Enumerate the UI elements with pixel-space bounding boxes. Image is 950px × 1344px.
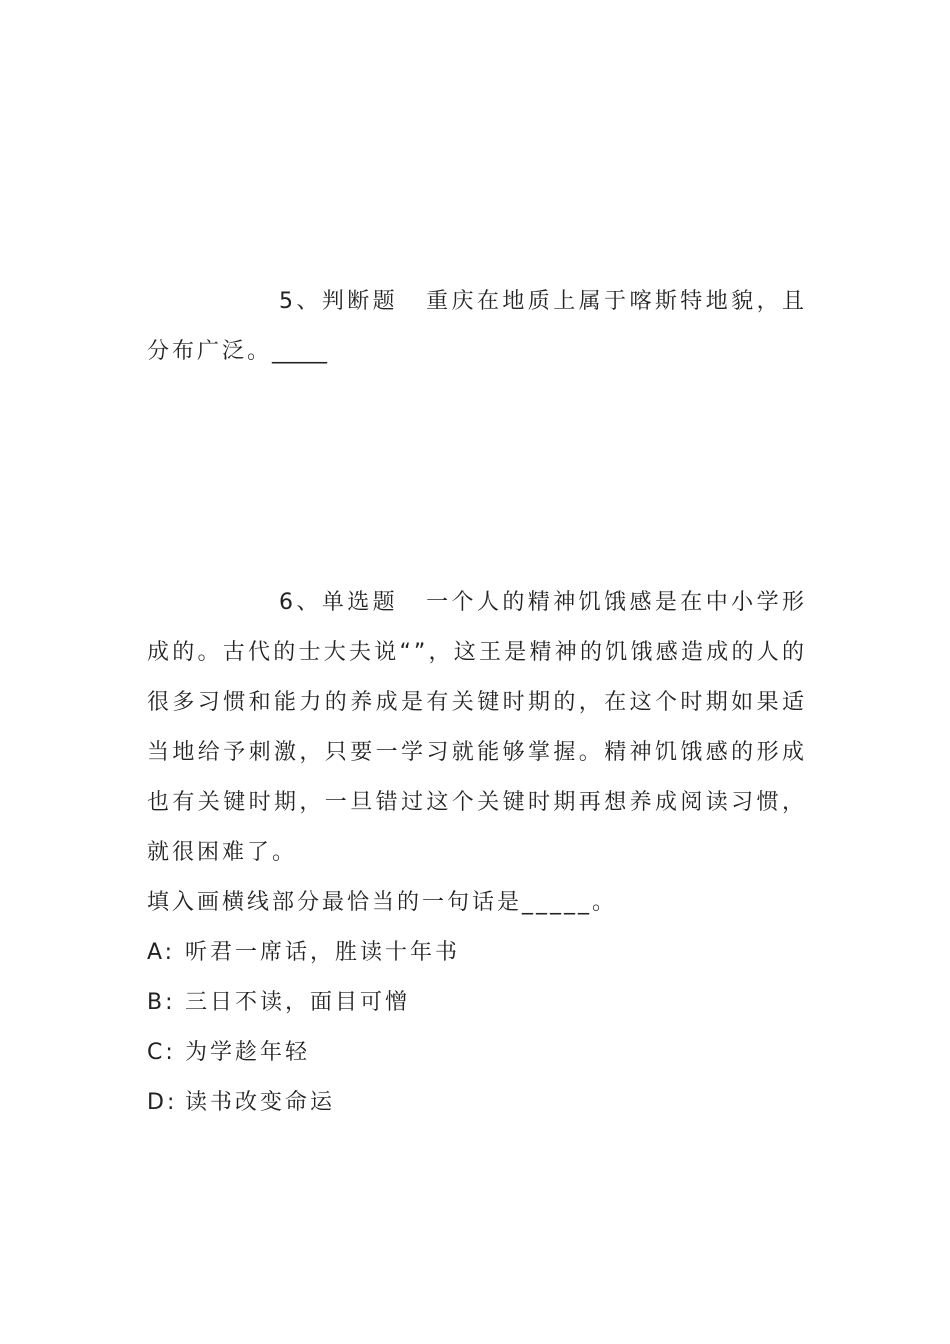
option-letter: D:	[147, 1090, 178, 1115]
option-letter: B:	[147, 990, 176, 1015]
answer-options	[147, 928, 807, 1128]
option-text: 为学趁年轻	[185, 1040, 311, 1065]
question-5	[147, 277, 807, 377]
question-number: 5、	[279, 289, 322, 314]
option-d	[147, 1078, 807, 1128]
option-text: 三日不读，面目可憎	[185, 990, 411, 1015]
option-text: 读书改变命运	[185, 1090, 336, 1115]
question-stem: 一个人的精神饥饿感是在中小学形成的。古代的士大夫说“”，这王是精神的饥饿感造成的人的很多习惯和能力的养成是有关键时期的，在这个时期如果适当地给予刺激，只要一学习就能够掌握。精神饥饿感的形成也有关键时期，一旦错过这个关键时期再想养成阅读习惯，就很困难了。	[147, 590, 807, 865]
option-letter: A:	[147, 940, 176, 965]
option-c	[147, 1028, 807, 1078]
question-type: 判断题	[321, 289, 399, 314]
question-6	[147, 578, 807, 1128]
option-text: 听君一席话，胜读十年书	[185, 940, 461, 965]
question-type: 单选题	[321, 590, 399, 615]
question-6-stem-paragraph	[147, 578, 807, 878]
option-b	[147, 978, 807, 1028]
option-letter: C:	[147, 1040, 176, 1065]
question-number: 6、	[279, 590, 322, 615]
question-stem: 重庆在地质上属于喀斯特地貌，且分布广泛。	[147, 289, 807, 364]
question-5-stem-paragraph	[147, 277, 807, 377]
answer-blank: _____	[272, 339, 328, 364]
question-prompt: 填入画横线部分最恰当的一句话是_____。	[147, 890, 618, 915]
option-a	[147, 928, 807, 978]
